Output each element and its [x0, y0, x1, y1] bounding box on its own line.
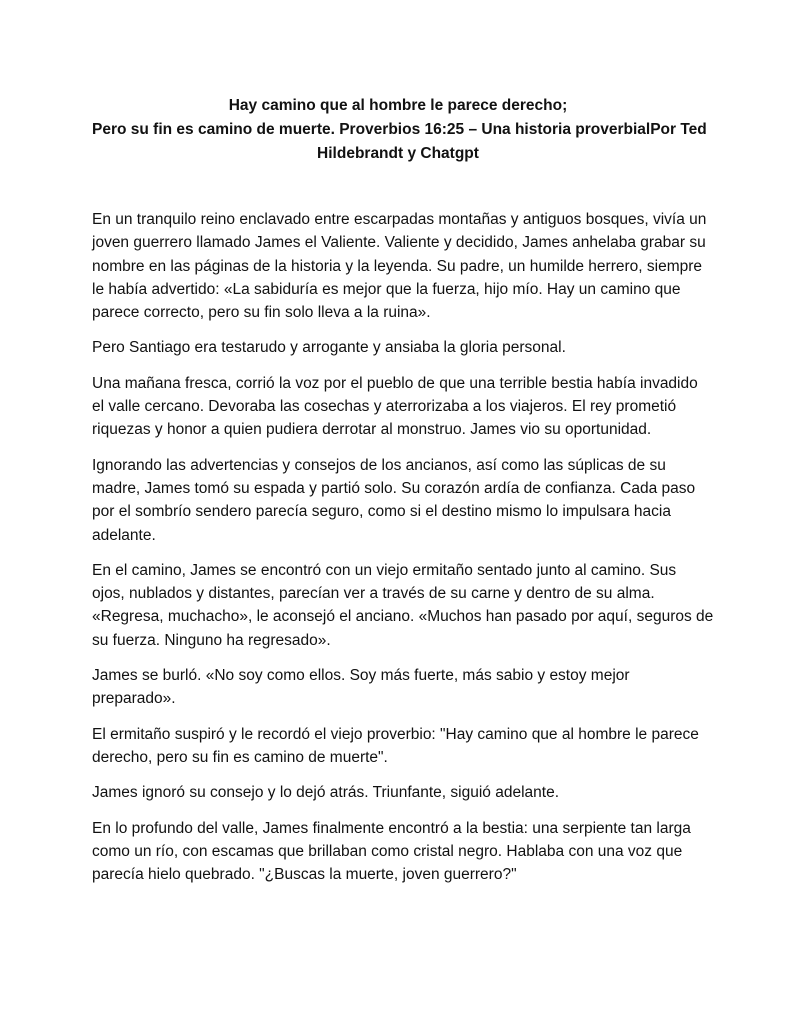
paragraph-line: preparado». [92, 690, 176, 708]
paragraph-7 [92, 723, 704, 770]
paragraph-line: riquezas y honor a quien pudiera derrotar al monstruo. James vio su oportunidad. [92, 421, 652, 439]
paragraph-line: su fuerza. Ninguno ha regresado». [92, 631, 331, 649]
paragraph-line: derecho, pero su fin es camino de muerte". [92, 748, 388, 766]
document-title [92, 94, 707, 166]
paragraph-3 [92, 372, 704, 442]
paragraph-8 [92, 781, 704, 804]
paragraph-line: En un tranquilo reino enclavado entre escarpadas montañas y antiguos bosques, vivía un [92, 211, 707, 228]
paragraph-4 [92, 454, 704, 547]
paragraph-line: Una mañana fresca, corrió la voz por el pueblo de que una terrible bestia había invadido [92, 374, 698, 392]
paragraph-line: madre, James tomó su espada y partió solo. Su corazón ardía de confianza. Cada paso [92, 479, 696, 497]
paragraph-line: como un río, con escamas que brillaban como cristal negro. Hablaba con una voz que [92, 842, 683, 860]
title-line-3: Hildebrandt y Chatgpt [317, 145, 479, 162]
paragraph-line: Ignorando las advertencias y consejos de los ancianos, así como las súplicas de su [92, 456, 666, 474]
paragraph-line: El ermitaño suspiró y le recordó el viejo proverbio: "Hay camino que al hombre le parece [92, 725, 699, 743]
paragraph-line: James ignoró su consejo y lo dejó atrás. Triunfante, siguió adelante. [92, 784, 559, 802]
paragraph-line: joven guerrero llamado James el Valiente. Valiente y decidido, James anhelaba grabar su [92, 234, 706, 252]
paragraph-line: En lo profundo del valle, James finalmente encontró a la bestia: una serpiente tan larga [92, 819, 691, 837]
paragraph-2 [92, 336, 704, 359]
paragraph-line: el valle cercano. Devoraba las cosechas y aterrorizaba a los viajeros. El rey prometió [92, 398, 677, 416]
paragraph-line: por el sombrío sendero parecía seguro, como si el destino mismo lo impulsara hacia [92, 503, 671, 521]
paragraph-5 [92, 559, 714, 652]
paragraph-line: parecía hielo quebrado. "¿Buscas la muerte, joven guerrero?" [92, 866, 517, 884]
paragraph-6 [92, 664, 704, 711]
document-body [92, 208, 714, 898]
paragraph-line: parece correcto, pero su fin solo lleva a la ruina». [92, 304, 431, 322]
paragraph-line: «Regresa, muchacho», le aconsejó el anciano. «Muchos han pasado por aquí, seguros de [92, 608, 714, 626]
paragraph-line: James se burló. «No soy como ellos. Soy más fuerte, más sabio y estoy mejor [92, 667, 630, 685]
paragraph-1 [92, 208, 707, 324]
paragraph-line: le había advertido: «La sabiduría es mejor que la fuerza, hijo mío. Hay un camino que [92, 280, 681, 298]
paragraph-line: Pero Santiago era testarudo y arrogante y ansiaba la gloria personal. [92, 339, 566, 357]
paragraph-line: En el camino, James se encontró con un viejo ermitaño sentado junto al camino. Sus [92, 561, 677, 579]
title-line-2: Pero su fin es camino de muerte. Proverbios 16:25 – Una historia proverbialPor Ted [92, 121, 707, 138]
paragraph-line: adelante. [92, 526, 156, 544]
paragraph-line: ojos, nublados y distantes, parecían ver a través de su carne y dentro de su alma. [92, 585, 655, 603]
title-line-1: Hay camino que al hombre le parece derecho; [228, 97, 568, 114]
paragraph-line: nombre en las páginas de la historia y la leyenda. Su padre, un humilde herrero, siempre [92, 257, 703, 275]
paragraph-9 [92, 817, 704, 887]
